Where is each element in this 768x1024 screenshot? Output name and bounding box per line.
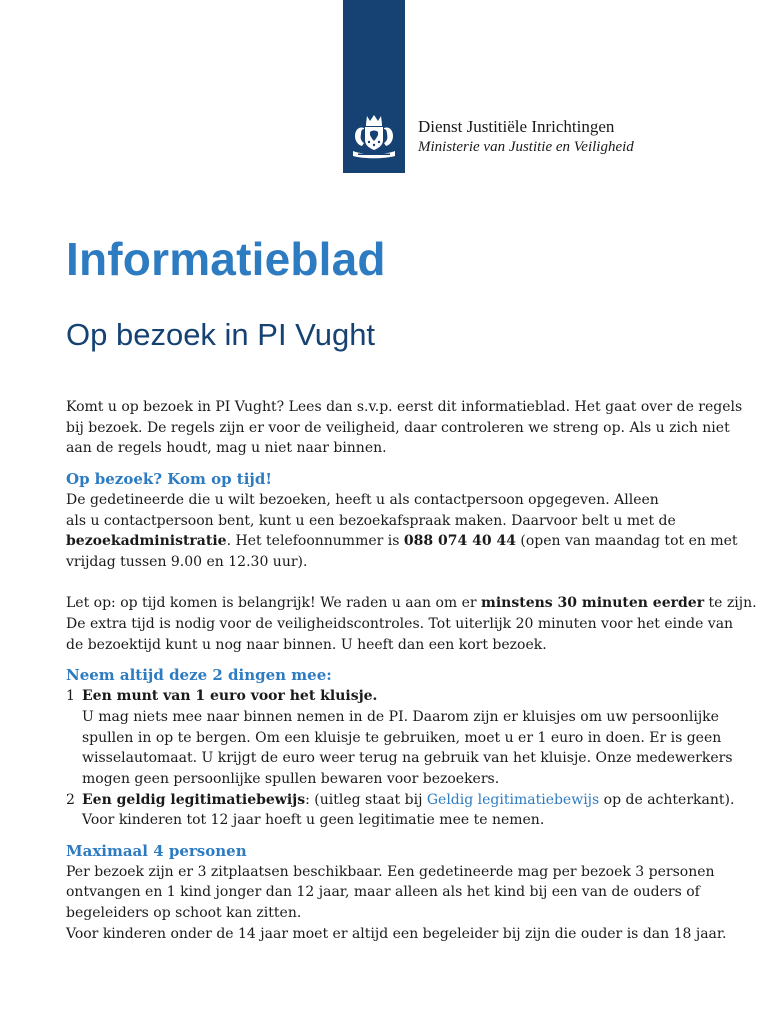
text-line: begeleiders op schoot kan zitten.: [66, 905, 302, 922]
section-heading-persons: Maximaal 4 personen: [66, 842, 247, 861]
text-line: mogen geen persoonlijke spullen bewaren voor bezoekers.: [82, 770, 500, 787]
visit-appointment-paragraph: [66, 490, 738, 573]
arrival-time-paragraph: [66, 593, 757, 655]
logo-ribbon: [343, 0, 405, 173]
text-fragment: . Het telefoonnummer is: [226, 533, 404, 550]
org-name: Dienst Justitiële Inrichtingen: [418, 117, 615, 136]
list-number: 1: [66, 688, 75, 705]
page-subtitle: Op bezoek in PI Vught: [66, 317, 376, 352]
text-line: U mag niets mee naar binnen nemen in de PI. Daarom zijn er kluisjes om uw persoonlijke: [82, 708, 719, 725]
arrival-time-emphasis: minstens 30 minuten eerder: [481, 595, 705, 612]
visit-administration-label: bezoekadministratie: [66, 533, 227, 550]
items-to-bring-list: [66, 686, 735, 831]
intro-line: Komt u op bezoek in PI Vught? Lees dan s.v.p. eerst dit informatieblad. Het gaat over de regels: [66, 399, 743, 415]
text-line: spullen in op te bergen. Om een kluisje te gebruiken, moet u er 1 euro in doen. Er is geen: [82, 729, 722, 746]
text-line: als u contactpersoon bent, kunt u een bezoekafspraak maken. Daarvoor belt u met de: [66, 512, 676, 529]
list-item: [66, 790, 735, 831]
text-line: vrijdag tussen 9.00 en 12.30 uur).: [66, 553, 308, 570]
text-line: Per bezoek zijn er 3 zitplaatsen beschikbaar. Een gedetineerde mag per bezoek 3 personen: [66, 863, 715, 880]
text-fragment: : (uitleg staat bij: [305, 791, 427, 808]
ministry-name: Ministerie van Justitie en Veiligheid: [418, 139, 634, 155]
intro-paragraph: [66, 397, 743, 459]
list-item-title: Een munt van 1 euro voor het kluisje.: [82, 688, 378, 705]
text-line: De extra tijd is nodig voor de veiligheidscontroles. Tot uiterlijk 20 minuten voor het einde van: [66, 616, 734, 633]
text-line: Voor kinderen tot 12 jaar hoeft u geen legitimatie mee te nemen.: [82, 812, 545, 829]
page-title: Informatieblad: [66, 233, 386, 285]
text-fragment: te zijn.: [704, 595, 757, 612]
organization-logo-text: [418, 116, 634, 157]
text-line: De gedetineerde die u wilt bezoeken, heeft u als contactpersoon opgegeven. Alleen: [66, 491, 659, 508]
text-line: wisselautomaat. U krijgt de euro weer terug na gebruik van het kluisje. Onze medewerkers: [82, 750, 733, 767]
text-fragment: (open van maandag tot en met: [515, 533, 738, 550]
text-line: Voor kinderen onder de 14 jaar moet er altijd een begeleider bij zijn die ouder is dan 18 jaar.: [66, 925, 727, 942]
phone-number: 088 074 40 44: [403, 533, 516, 550]
list-number: 2: [66, 791, 75, 808]
text-fragment: Let op: op tijd komen is belangrijk! We raden u aan om er: [66, 595, 482, 612]
id-document-link[interactable]: Geldig legitimatiebewijs: [426, 791, 600, 808]
document-body: [66, 397, 757, 945]
intro-line: bij bezoek. De regels zijn er voor de veiligheid, daar controleren we streng op. Als u zich niet: [66, 419, 730, 436]
list-item: [66, 686, 733, 790]
section-heading-bring: Neem altijd deze 2 dingen mee:: [66, 666, 332, 685]
section-heading-time: Op bezoek? Kom op tijd!: [66, 470, 272, 489]
list-item-title: Een geldig legitimatiebewijs: [82, 791, 306, 808]
text-fragment: op de achterkant).: [599, 791, 735, 808]
crest-icon: [349, 112, 399, 160]
text-line: de bezoektijd kunt u nog naar binnen. U heeft dan een kort bezoek.: [66, 636, 547, 653]
intro-line: aan de regels houdt, mag u niet naar binnen.: [66, 440, 387, 457]
text-line: ontvangen en 1 kind jonger dan 12 jaar, maar alleen als het kind bij een van de ouders of: [66, 884, 700, 901]
max-persons-paragraph: [66, 862, 727, 945]
